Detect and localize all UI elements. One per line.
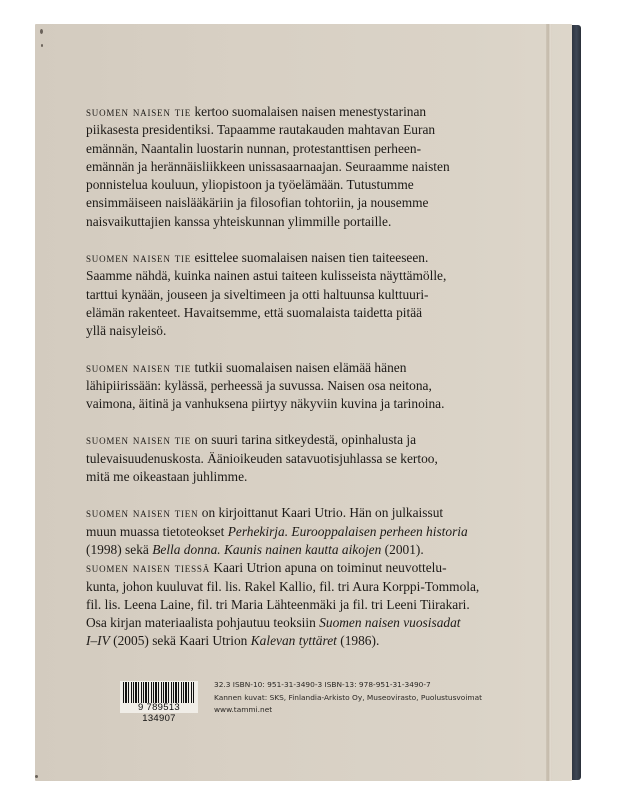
text-line xyxy=(86,578,516,596)
italic-title: Suomen naisen vuosisadat xyxy=(319,615,461,631)
text-run: vaimona, äitinä ja vanhuksena piirtyy näkyviin kuvina ja tarinoina. xyxy=(86,396,445,412)
scuff-mark xyxy=(35,775,38,778)
text-run: (2005) sekä Kaari Utrion xyxy=(109,633,251,649)
text-line xyxy=(86,103,516,121)
text-run: yllä naisyleisö. xyxy=(86,323,167,339)
text-run: tarttui kynään, jouseen ja siveltimeen ja otti haltuunsa kulttuuri- xyxy=(86,286,429,302)
text-line xyxy=(86,249,516,267)
text-run: Saamme nähdä, kuinka nainen astui taiteen kulisseista näyttämölle, xyxy=(86,268,447,284)
text-run: ensimmäiseen naislääkäriin ja filosofian tohtoriin, ja nousemme xyxy=(86,195,429,211)
italic-title: Bella donna. Kaunis nainen kautta aikojen xyxy=(152,541,382,557)
text-run: on kirjoittanut Kaari Utrio. Hän on julkaissut xyxy=(198,505,444,521)
text-line xyxy=(86,286,516,304)
italic-title: Perhekirja. Eurooppalaisen perheen historia xyxy=(227,523,468,539)
text-line xyxy=(86,176,516,194)
text-run: kertoo suomalaisen naisen menestystarinan xyxy=(191,104,427,119)
text-line xyxy=(86,632,516,650)
text-run: elämän rakenteet. Havaitsemme, että suomalaista taidetta pitää xyxy=(86,304,423,320)
text-line xyxy=(86,359,516,377)
text-line xyxy=(86,121,516,139)
text-line xyxy=(86,322,516,340)
text-line xyxy=(86,267,516,285)
publisher-url: www.tammi.net xyxy=(214,705,273,714)
text-line xyxy=(86,213,516,231)
barcode-bars xyxy=(123,682,195,703)
book-title-smallcaps: suomen naisen tien xyxy=(86,505,199,521)
text-line xyxy=(86,541,516,559)
cover-credits: Kannen kuvat: SKS, Finlandia-Arkisto Oy, Museovirasto, Puolustusvoimat xyxy=(214,692,482,702)
text-line xyxy=(86,377,516,395)
text-run: naisvaikuttajien kanssa yhteiskunnan ylimmille portaille. xyxy=(86,213,392,229)
book-title-smallcaps: suomen naisen tie xyxy=(86,104,192,119)
text-run: Kaari Utrion apuna on toiminut neuvottelu- xyxy=(210,560,447,576)
book-title-smallcaps: suomen naisen tie xyxy=(86,432,192,448)
text-run: emännän ja herännäisliikkeen unissasaarnaajan. Seuraamme naisten xyxy=(86,158,450,174)
book-title-smallcaps: suomen naisen tiessä xyxy=(86,560,211,576)
text-run: muun muassa tietoteokset xyxy=(86,523,228,539)
text-line xyxy=(86,596,516,614)
italic-title: Kalevan tyttäret xyxy=(250,633,337,649)
text-line xyxy=(86,140,516,158)
text-line xyxy=(86,158,516,176)
text-run: piikasesta presidentiksi. Tapaamme rautakauden mahtavan Euran xyxy=(86,122,436,138)
text-run: (2001). xyxy=(381,541,424,557)
italic-title: I–IV xyxy=(86,633,110,649)
blurb-paragraph xyxy=(86,431,516,486)
blurb-paragraph xyxy=(86,359,516,414)
book-title-smallcaps: suomen naisen tie xyxy=(86,359,192,375)
book-title-smallcaps: suomen naisen tie xyxy=(86,250,192,266)
blurb-paragraph xyxy=(86,249,516,340)
spine-edge xyxy=(572,25,581,780)
text-run: on suuri tarina sitkeydestä, opinhalusta ja xyxy=(191,432,417,448)
text-run: ponnistelua kouluun, yliopistoon ja työelämään. Tutustumme xyxy=(86,177,414,193)
text-line xyxy=(86,395,516,413)
isbn-line: 32.3 ISBN-10: 951-31-3490-3 ISBN-13: 978-951-31-3490-7 xyxy=(214,680,431,689)
text-run: kunta, johon kuuluvat fil. lis. Rakel Kallio, fil. tri Aura Korppi-Tommola, xyxy=(86,578,480,594)
text-line xyxy=(86,431,516,449)
text-line xyxy=(86,468,516,486)
blurb-paragraph xyxy=(86,504,516,650)
back-cover-blurb xyxy=(86,103,516,651)
text-run: Osa kirjan materiaalista pohjautuu teoksiin xyxy=(86,615,320,631)
text-run: (1998) sekä xyxy=(86,541,153,557)
text-run: mitä me oikeastaan juhlimme. xyxy=(86,469,248,485)
text-line xyxy=(86,559,516,577)
text-run: esittelee suomalaisen naisen tien taiteeseen. xyxy=(191,250,429,266)
text-line xyxy=(86,504,516,522)
text-run: tutkii suomalaisen naisen elämää hänen xyxy=(191,359,407,375)
text-run: (1986). xyxy=(336,633,380,649)
text-run: fil. lis. Leena Laine, fil. tri Maria Lähteenmäki ja fil. tri Leeni Tiirakari. xyxy=(86,596,470,612)
text-run: emännän, Naantalin luostarin nunnan, protestanttisen perheen- xyxy=(86,140,422,156)
text-line xyxy=(86,614,516,632)
barcode-number: 9 789513 134907 xyxy=(137,702,181,724)
text-run: tulevaisuudenuskosta. Äänioikeuden satavuotisjuhlassa se kertoo, xyxy=(86,450,438,466)
scuff-mark xyxy=(41,44,43,47)
isbn-barcode xyxy=(120,681,198,724)
text-line xyxy=(86,523,516,541)
text-line xyxy=(86,194,516,212)
text-line xyxy=(86,304,516,322)
blurb-paragraph xyxy=(86,103,516,231)
text-run: lähipiirissään: kylässä, perheessä ja suvussa. Naisen osa neitona, xyxy=(86,377,432,393)
publication-info xyxy=(214,679,482,717)
text-line xyxy=(86,450,516,468)
spine-hinge-groove xyxy=(546,24,552,781)
scuff-mark xyxy=(40,29,43,34)
